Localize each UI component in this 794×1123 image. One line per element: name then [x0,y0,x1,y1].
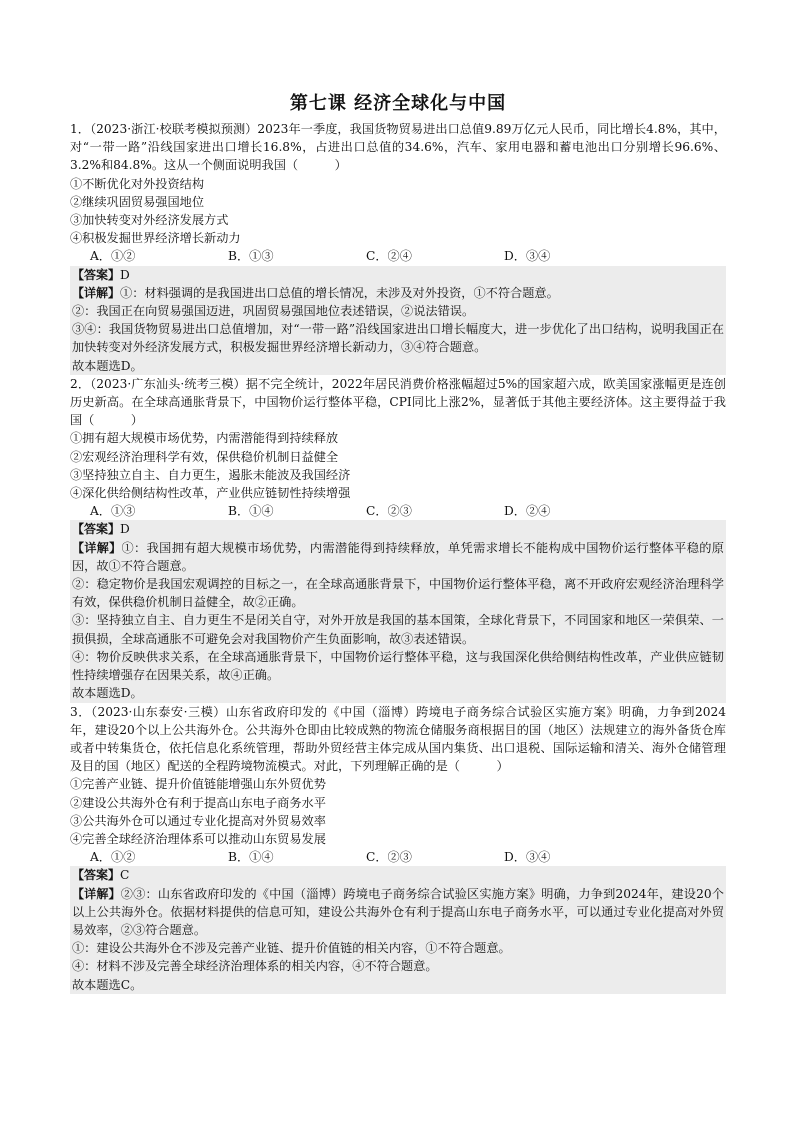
detail-line: ②：我国正在向贸易强国迈进，巩固贸易强国地位表述错误，②说法错误。 [72,304,475,319]
answer-value: D [120,522,130,537]
detail-line: ③：坚持独立自主、自力更生不是闭关自守，对外开放是我国的基本国策，全球化背景下，不同国家和地区一荣俱荣、一损俱损，全球高通胀不可避免会对我国物价产生负面影响，故③表述错误。 [72,613,724,646]
choice-d: D．③④ [504,249,551,264]
choice-b: B．①④ [228,504,274,519]
statement-option: ②建设公共海外仓有利于提高山东电子商务水平 [70,795,326,810]
statement-option: ③公共海外仓可以通过专业化提高对外贸易效率 [70,813,326,828]
question-stem: 3．（2023·山东泰安·三模）山东省政府印发的《中国（淄博）跨境电子商务综合试验区实施方案》明确，力争到2024年，建设20个以上公共海外仓。公共海外仓即由比较成熟的物流仓储服务商根据目的国（地区）法规建立的海外备货仓库或者中转集货仓，依托信息化系统管理，帮助外贸经营主体完成从国内集货、出口退税、国际运输和清关、海外仓储管理及目的国（地区）配送的全程跨境物流模式。对此，下列理解正确的是（ ） [70,704,726,774]
statement-option: ④完善全球经济治理体系可以推动山东贸易发展 [70,831,326,846]
answer-label: 【答案】 [72,522,121,537]
answer-value: C [120,868,130,883]
detail-line: 故本题选D。 [72,686,143,701]
question-3 [70,703,726,994]
answer-value: D [120,267,130,282]
answer-block [70,520,726,702]
choice-d: D．③④ [504,850,551,865]
question-stem: 1．（2023·浙江·校联考模拟预测）2023年一季度，我国货物贸易进出口总值9.89万亿元人民币，同比增长4.8%，其中，对“一带一路”沿线国家进出口增长16.8%，占进出口总值的34.6%，汽车、家用电器和蓄电池出口分别增长96.6%、3.2%和84.8%。这从一个侧面说明我国（ ） [70,122,726,173]
detail-line: ③④：我国货物贸易进出口总值增加，对“一带一路”沿线国家进出口增长幅度大，进一步优化了出口结构，说明我国正在加快转变对外经济发展方式，积极发掘世界经济增长新动力，③④符合题意。 [72,322,724,355]
detail-line: 故本题选C。 [72,977,143,992]
answer-choices [70,848,726,866]
choice-a: A．①② [90,850,136,865]
choice-c: C．②③ [366,504,412,519]
answer-label: 【答案】 [72,267,121,282]
statement-option: ③加快转变对外经济发展方式 [70,213,229,228]
choice-b: B．①③ [228,249,274,264]
detail-line: 故本题选D。 [72,358,143,373]
statement-option: ①不断优化对外投资结构 [70,176,205,191]
answer-choices [70,247,726,265]
statement-option: ②继续巩固贸易强国地位 [70,194,205,209]
detail-label: 【详解】 [72,285,121,300]
answer-block [70,266,726,375]
page-title: 第七课 经济全球化与中国 [289,93,507,114]
detail-line: ④：材料不涉及完善全球经济治理体系的相关内容，④不符合题意。 [72,959,438,974]
question-2 [70,375,726,703]
answer-label: 【答案】 [72,868,121,883]
detail-label: 【详解】 [72,540,122,555]
statement-option: ④积极发掘世界经济增长新动力 [70,231,241,246]
choice-c: C．②③ [366,850,412,865]
choice-b: B．①④ [228,850,274,865]
choice-d: D．②④ [504,504,551,519]
question-stem: 2．（2023·广东汕头·统考三模）据不完全统计，2022年居民消费价格涨幅超过5%的国家超六成，欧美国家涨幅更是连创历史新高。在全球高通胀背景下，中国物价运行整体平稳，CPI同比上涨2%，显著低于其他主要经济体。这主要得益于我国（ ） [70,376,726,428]
statement-option: ②宏观经济治理科学有效，保供稳价机制日益健全 [70,449,339,464]
question-1 [70,120,726,375]
detail-line: ①：我国拥有超大规模市场优势，内需潜能得到持续释放，单凭需求增长不能构成中国物价运行整体平稳的原因，故①不符合题意。 [72,540,724,573]
detail-line: ①：建设公共海外仓不涉及完善产业链、提升价值链的相关内容，①不符合题意。 [72,941,511,956]
detail-line: ②③：山东省政府印发的《中国（淄博）跨境电子商务综合试验区实施方案》明确，力争到2024年，建设20个以上公共海外仓。依据材料提供的信息可知，建设公共海外仓有利于提高山东电子商务水平，可以通过专业化提高对外贸易效率，②③符合题意。 [72,886,724,937]
statement-option: ③坚持独立自主、自力更生，遏胀未能波及我国经济 [70,467,351,482]
statement-option: ④深化供给侧结构性改革，产业供应链韧性持续增强 [70,486,351,501]
detail-label: 【详解】 [72,886,121,901]
detail-line: ②：稳定物价是我国宏观调控的目标之一，在全球高通胀背景下，中国物价运行整体平稳，离不开政府宏观经济治理科学有效，保供稳价机制日益健全，故②正确。 [72,577,724,610]
detail-line: ④：物价反映供求关系，在全球高通胀背景下，中国物价运行整体平稳，这与我国深化供给侧结构性改革，产业供应链韧性持续增强存在因果关系，故④正确。 [72,649,724,683]
choice-a: A．①② [90,249,136,264]
detail-line: ①：材料强调的是我国进出口总值的增长情况，未涉及对外投资，①不符合题意。 [120,285,559,300]
statement-option: ①完善产业链、提升价值链能增强山东外贸优势 [70,777,326,792]
answer-block [70,866,726,993]
document-page [70,92,726,994]
answer-choices [70,502,726,520]
choice-c: C．②④ [366,249,412,264]
statement-option: ①拥有超大规模市场优势，内需潜能得到持续释放 [70,431,339,446]
choice-a: A．①③ [90,504,136,519]
